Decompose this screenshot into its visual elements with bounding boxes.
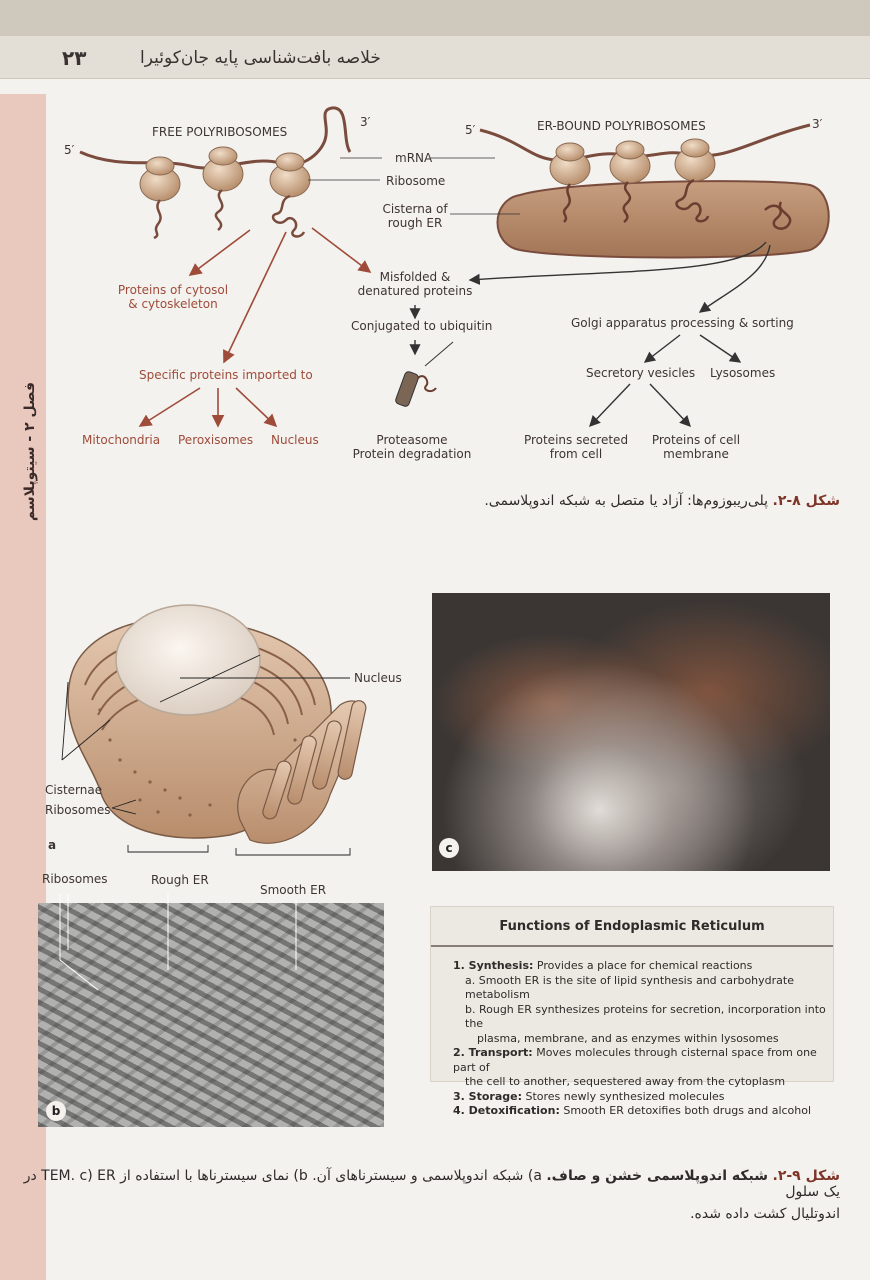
free-5prime-label: 5′ <box>64 143 75 157</box>
nucleus-target-label: Nucleus <box>271 433 319 447</box>
function-line <box>439 959 829 974</box>
er-fluorescence-photo-c <box>432 593 830 871</box>
function-lead: 2. Transport: <box>453 1046 533 1059</box>
function-line <box>439 1090 829 1105</box>
peroxisomes-label: Peroxisomes <box>178 433 254 447</box>
faded-background-text <box>420 525 820 585</box>
golgi-label: Golgi apparatus processing & sorting <box>571 316 794 330</box>
function-text: the cell to another, sequestered away from the cytoplasm <box>465 1075 786 1088</box>
ribosome-label: Ribosome <box>386 174 446 188</box>
figure-9-2-text: a) شبکه اندوپلاسمی و سیسترناهای آن. b) نمای سیسترناها با استفاده از TEM. c) ER در یک سلول <box>23 1168 840 1200</box>
free-ribosome-1 <box>140 157 180 238</box>
function-text: plasma, membrane, and as enzymes within lysosomes <box>477 1031 779 1045</box>
function-line <box>439 1075 829 1090</box>
proteasome-icon <box>395 371 436 408</box>
smooth-er-label: Smooth ER <box>260 883 327 897</box>
figure-9-2-caption-line2: اندوتلیال کشت داده شده. <box>690 1206 840 1222</box>
secretory-vesicles-label: Secretory vesicles <box>586 366 696 380</box>
page-header <box>0 36 870 79</box>
figure-9-2-title: شبکه اندوپلاسمی خشن و صاف. <box>546 1168 769 1184</box>
function-lead: 1. Synthesis: <box>453 959 534 972</box>
ubiquitin-label: Conjugated to ubiquitin <box>351 319 493 333</box>
cisternae-label: Cisternae <box>45 783 103 797</box>
er-illustration-a <box>40 590 420 870</box>
panel-b-label: b <box>46 1101 66 1121</box>
book-title: خلاصه بافت‌شناسی پایه جان‌کوئیرا <box>140 48 381 68</box>
figure-9-2-caption <box>20 1168 840 1200</box>
function-line <box>439 1046 829 1075</box>
free-ribosome-3 <box>270 153 310 236</box>
misfolded-proteins-label: Misfolded & denatured proteins <box>357 270 473 298</box>
free-polyribosomes-title: FREE POLYRIBOSOMES <box>152 125 288 139</box>
specific-proteins-label: Specific proteins imported to <box>139 368 313 382</box>
er-functions-box <box>430 906 834 1117</box>
panel-a-label: a <box>48 838 57 852</box>
chapter-label: فصل ۲ - سیتوپلاسم <box>22 382 38 522</box>
panel-c-label: c <box>439 838 459 858</box>
function-line <box>439 1104 829 1119</box>
function-lead: 4. Detoxification: <box>453 1104 560 1117</box>
figure-8-2-caption <box>484 493 840 509</box>
figure-8-2-text: پلی‌ریبوزوم‌ها: آزاد یا متصل به شبکه اندوپلاسمی. <box>484 493 769 509</box>
function-text: a. Smooth ER is the site of lipid synthesis and carbohydrate metabolism <box>465 973 794 1001</box>
nucleus-shape <box>116 605 260 715</box>
proteins-membrane-label: Proteins of cell membrane <box>651 433 741 461</box>
function-text: Stores newly synthesized molecules <box>521 1089 725 1103</box>
figure-8-2-number: شکل ۸-۲. <box>772 493 840 509</box>
proteins-cytosol-label: Proteins of cytosol & cytoskeleton <box>117 283 229 311</box>
nucleus-label: Nucleus <box>354 671 402 685</box>
function-text: Provides a place for chemical reactions <box>533 959 753 972</box>
function-lead: 3. Storage: <box>453 1089 522 1103</box>
free-ribosome-2 <box>203 147 243 230</box>
function-line <box>439 1032 829 1047</box>
er-bound-polyribosomes-title: ER-BOUND POLYRIBOSOMES <box>537 119 706 133</box>
micrograph-b-leaders <box>38 880 384 1010</box>
lysosomes-label: Lysosomes <box>710 366 776 380</box>
proteasome-label: Proteasome Protein degradation <box>352 433 472 461</box>
figure-9-2-number: شکل ۹-۲. <box>772 1168 840 1184</box>
mrna-label: mRNA <box>395 151 433 165</box>
proteins-secreted-label: Proteins secreted from cell <box>523 433 629 461</box>
ribosomes-label-a: Ribosomes <box>45 803 111 817</box>
function-line <box>439 1003 829 1032</box>
er-5prime-label: 5′ <box>465 123 476 137</box>
page-number: ۲۳ <box>62 46 87 70</box>
functions-box-rule <box>431 945 833 947</box>
function-text: b. Rough ER synthesizes proteins for secretion, incorporation into the <box>465 1002 826 1030</box>
ribosomes-label-b: Ribosomes <box>42 872 108 886</box>
cisterna-label: Cisterna of rough ER <box>382 202 448 230</box>
mitochondria-label: Mitochondria <box>82 433 161 447</box>
er-3prime-label: 3′ <box>812 117 823 131</box>
functions-box-title: Functions of Endoplasmic Reticulum <box>499 919 765 934</box>
free-3prime-label: 3′ <box>360 115 371 129</box>
rough-er-cisterna <box>498 181 829 257</box>
rough-er-label: Rough ER <box>151 873 209 887</box>
function-text: Smooth ER detoxifies both drugs and alcohol <box>559 1104 812 1117</box>
functions-list <box>439 959 829 1119</box>
page-top-shadow <box>0 0 870 36</box>
function-text: Moves molecules through cisternal space from one part of <box>453 1046 817 1074</box>
function-line <box>439 974 829 1003</box>
